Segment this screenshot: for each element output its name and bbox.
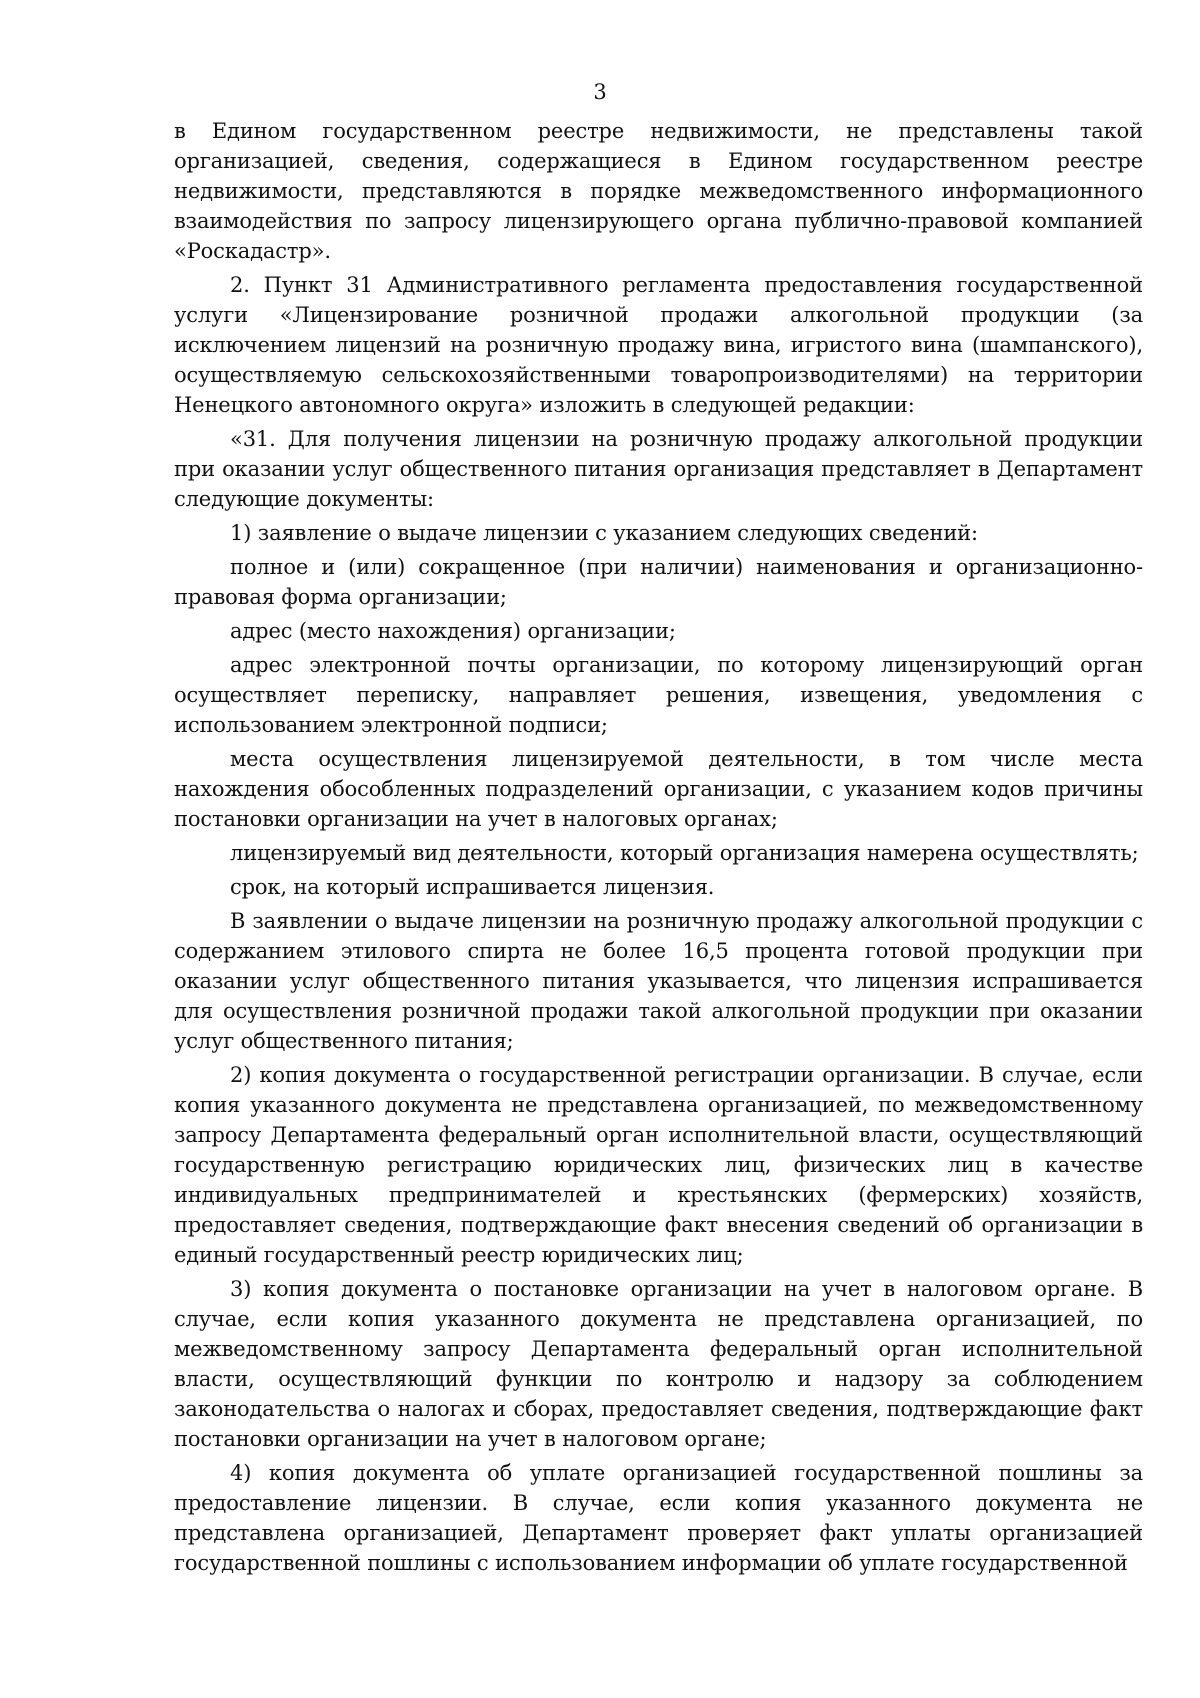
- paragraph-activity-locations: места осуществления лицензируемой деятельности, в том числе места нахождения обособленных подразделений организации, с указанием кодов причины постановки организации на учет в налоговых органах;: [174, 747, 1143, 831]
- paragraph-activity-type: лицензируемый вид деятельности, который организация намерена осуществлять;: [230, 841, 1139, 865]
- paragraph-organization-address: адрес (место нахождения) организации;: [230, 619, 676, 643]
- paragraph-continuation: в Едином государственном реестре недвижимости, не представлены такой организацией, сведения, содержащиеся в Едином государственном реестре недвижимости, представляются в порядке межведомственного информационного взаимодействия по запросу лицензирующего органа публично-правовой компанией «Роскадастр».: [174, 119, 1143, 263]
- paragraph-subitem-1: 1) заявление о выдаче лицензии с указанием следующих сведений:: [230, 521, 978, 545]
- paragraph-application-note: В заявлении о выдаче лицензии на розничную продажу алкогольной продукции с содержанием этилового спирта не более 16,5 процента готовой продукции при оказании услуг общественного питания указывается, что лицензия испрашивается для осуществления розничной продажи такой алкогольной продукции при оказании услуг общественного питания;: [174, 909, 1143, 1053]
- paragraph-subitem-2: 2) копия документа о государственной регистрации организации. В случае, если копия указанного документа не представлена организацией, по межведомственному запросу Департамента федеральный орган исполнительной власти, осуществляющий государственную регистрацию юридических лиц, физических лиц в качестве индивидуальных предпринимателей и крестьянских (фермерских) хозяйств, предоставляет сведения, подтверждающие факт внесения сведений об организации в единый государственный реестр юридических лиц;: [174, 1063, 1143, 1267]
- paragraph-subitem-4: 4) копия документа об уплате организацией государственной пошлины за предоставление лицензии. В случае, если копия указанного документа не представлена организацией, Департамент проверяет факт уплаты организацией государственной пошлины с использованием информации об уплате государственной: [174, 1461, 1143, 1575]
- paragraph-subitem-3: 3) копия документа о постановке организации на учет в налоговом органе. В случае, если копия указанного документа не представлена организацией, по межведомственному запросу Департамента федеральный орган исполнительной власти, осуществляющий функции по контролю и надзору за соблюдением законодательства о налогах и сборах, предоставляет сведения, подтверждающие факт постановки организации на учет в налоговом органе;: [174, 1277, 1143, 1451]
- paragraph-point-31: «31. Для получения лицензии на розничную продажу алкогольной продукции при оказании услуг общественного питания организация представляет в Департамент следующие документы:: [174, 427, 1143, 511]
- paragraph-organization-name: полное и (или) сокращенное (при наличии) наименования и организационно-правовая форма организации;: [174, 555, 1143, 609]
- paragraph-item-2-heading: 2. Пункт 31 Административного регламента предоставления государственной услуги «Лицензирование розничной продажи алкогольной продукции (за исключением лицензий на розничную продажу вина, игристого вина (шампанского), осуществляемую сельскохозяйственными товаропроизводителями) на территории Ненецкого автономного округа» изложить в следующей редакции:: [174, 273, 1143, 417]
- paragraph-license-term: срок, на который испрашивается лицензия.: [230, 875, 715, 899]
- paragraph-organization-email: адрес электронной почты организации, по которому лицензирующий орган осуществляет переписку, направляет решения, извещения, уведомления с использованием электронной подписи;: [174, 653, 1143, 737]
- document-body: [174, 116, 1143, 1582]
- page-number: 3: [593, 80, 607, 104]
